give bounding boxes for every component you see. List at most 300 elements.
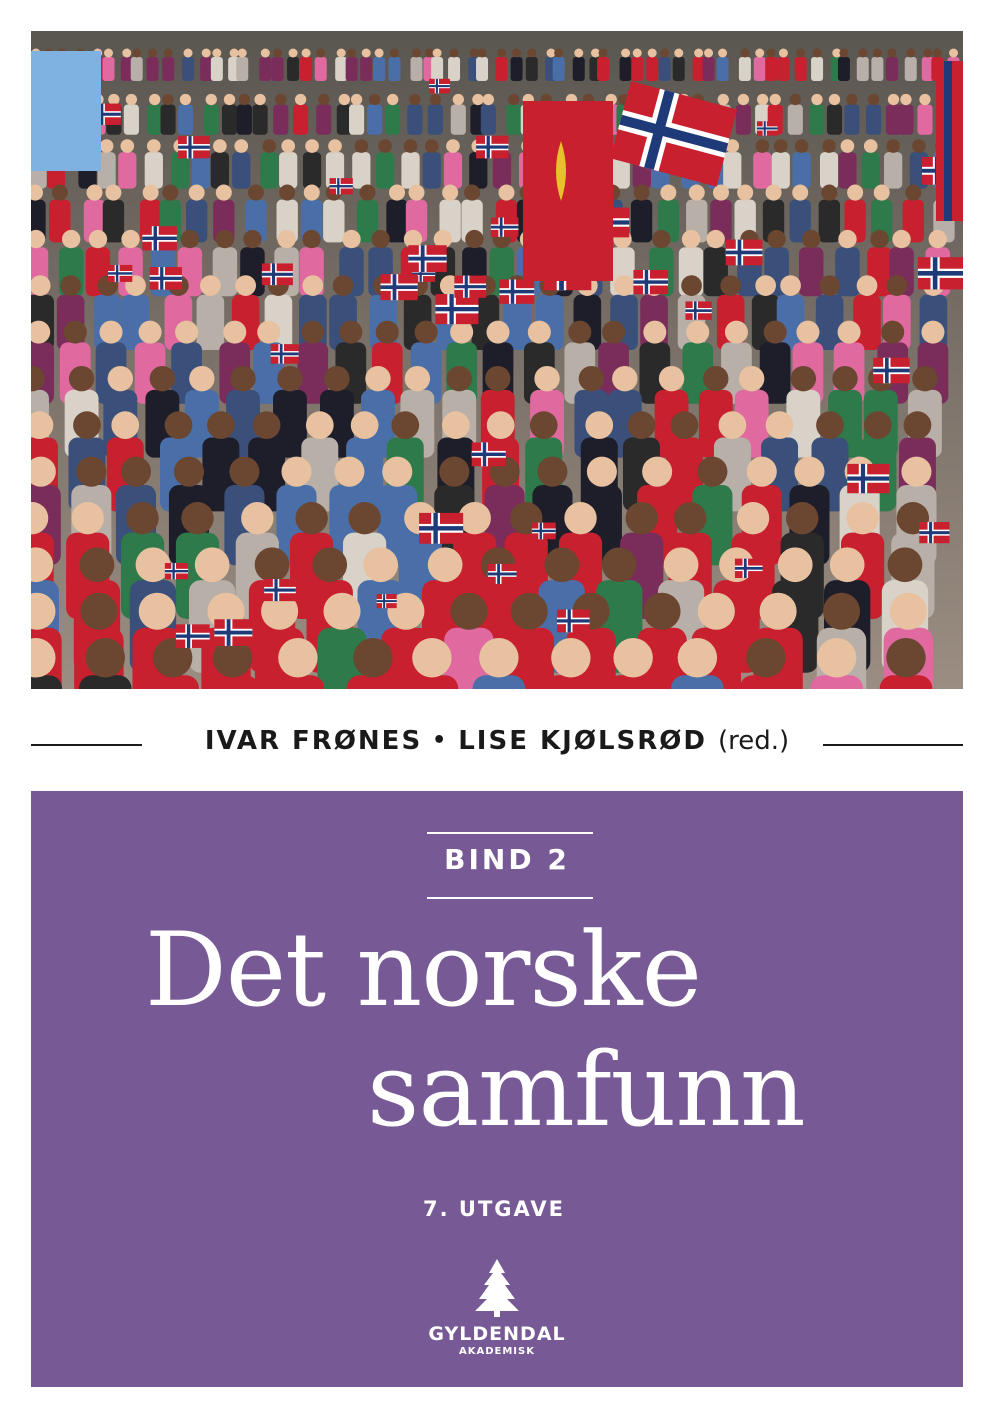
crowd-person-body <box>253 105 268 135</box>
crowd-person-head <box>698 593 735 630</box>
crowd-person-head <box>334 457 364 487</box>
crowd-person-head <box>347 49 356 58</box>
crowd-person-head <box>508 94 519 105</box>
crowd-person-head <box>339 321 362 344</box>
crowd-person-body <box>373 57 385 81</box>
crowd-person-head <box>389 185 405 201</box>
crowd-person-head <box>770 94 781 105</box>
crowd-person-head <box>371 230 389 248</box>
crowd-person-body <box>811 57 823 81</box>
crowd-person-head <box>339 94 350 105</box>
crowd-person-head <box>574 49 583 58</box>
crowd-person-body <box>360 57 372 81</box>
crowd-person-head <box>660 185 676 201</box>
crowd-person-body <box>316 105 331 135</box>
crowd-person-head <box>725 321 748 344</box>
crowd-person-head <box>689 185 705 201</box>
un-flag <box>31 51 101 171</box>
crowd-person-head <box>823 593 860 630</box>
author-name: LISE KJØLSRØD <box>458 726 707 756</box>
crowd-person-head <box>642 457 672 487</box>
crowd-person-head <box>912 366 937 391</box>
crowd-person-head <box>337 49 346 58</box>
small-norwegian-flag <box>557 610 590 633</box>
small-norwegian-flag <box>532 523 556 540</box>
crowd-person-head <box>886 139 900 153</box>
crowd-person-head <box>148 49 157 58</box>
crowd-person-body <box>754 57 766 81</box>
crowd-person-head <box>229 457 259 487</box>
crowd-person-head <box>874 185 890 201</box>
crowd-person-body <box>346 57 358 81</box>
crowd-person-head <box>634 185 650 201</box>
crowd-person-head <box>207 411 235 439</box>
crowd-person-body <box>723 152 741 188</box>
crowd-person-body <box>898 105 913 135</box>
crowd-person-head <box>312 547 347 582</box>
crowd-person-head <box>817 638 856 677</box>
crowd-person-head <box>99 321 122 344</box>
crowd-person-head <box>674 502 706 534</box>
crowd-person-head <box>602 547 637 582</box>
crowd-person-head <box>162 94 173 105</box>
crowd-person-body <box>597 57 609 81</box>
crowd-person-head <box>139 321 162 344</box>
small-norwegian-flag <box>165 563 188 579</box>
editor-note: (red.) <box>718 726 790 756</box>
crowd-person-body <box>451 105 466 135</box>
small-norwegian-flag <box>214 619 252 646</box>
crowd-person-body <box>736 105 751 135</box>
crowd-person-head <box>279 185 295 201</box>
cover-photo <box>31 31 963 689</box>
crowd-person-head <box>80 593 117 630</box>
crowd-person-head <box>409 185 425 201</box>
small-norwegian-flag <box>150 267 182 290</box>
spruce-tree-icon <box>469 1259 525 1317</box>
crowd-person-body <box>232 152 250 188</box>
crowd-person-head <box>718 94 729 105</box>
volume-rule-bottom <box>427 897 593 899</box>
crowd-person-body <box>838 152 856 188</box>
crowd-person-head <box>104 49 113 58</box>
crowd-person-head <box>579 366 604 391</box>
crowd-person-head <box>275 94 286 105</box>
crowd-person-body <box>124 105 139 135</box>
crowd-person-body <box>303 152 321 188</box>
crowd-person-body <box>182 57 194 81</box>
crowd-person-head <box>100 139 114 153</box>
crowd-person-body <box>211 152 229 188</box>
crowd-person-head <box>780 275 801 296</box>
crowd-person-body <box>857 57 869 81</box>
crowd-person-head <box>212 49 221 58</box>
crowd-person-head <box>472 94 483 105</box>
crowd-person-head <box>165 411 193 439</box>
crowd-person-head <box>295 502 327 534</box>
crowd-person-head <box>682 230 700 248</box>
crowd-person-head <box>767 230 785 248</box>
crowd-person-head <box>694 49 703 58</box>
crowd-person-head <box>52 185 68 201</box>
crowd-person-body <box>526 57 538 81</box>
crowd-person-body <box>444 152 462 188</box>
crowd-person-head <box>323 593 360 630</box>
crowd-person-head <box>929 230 947 248</box>
small-norwegian-flag <box>918 257 963 289</box>
crowd-person-head <box>224 94 235 105</box>
crowd-person-head <box>786 502 818 534</box>
crowd-person-head <box>904 411 932 439</box>
crowd-person-head <box>498 185 514 201</box>
crowd-person-head <box>846 502 878 534</box>
small-norwegian-flag <box>454 276 486 298</box>
crowd-person-head <box>241 502 273 534</box>
crowd-person-head <box>544 547 579 582</box>
crowd-person-body <box>476 57 488 81</box>
crowd-person-head <box>223 321 246 344</box>
crowd-person-head <box>648 49 657 58</box>
small-norwegian-flag <box>419 513 463 544</box>
crowd-person-body <box>178 105 193 135</box>
crowd-person-head <box>111 411 139 439</box>
crowd-person-head <box>737 502 769 534</box>
crowd-person-body <box>204 105 219 135</box>
crowd-person-head <box>464 185 480 201</box>
crowd-person-body <box>407 105 422 135</box>
crowd-person-head <box>551 638 590 677</box>
small-norwegian-flag <box>271 344 299 364</box>
crowd-person-head <box>354 139 368 153</box>
crowd-person-body <box>410 57 422 81</box>
crowd-person-head <box>887 275 908 296</box>
title-line-1: Det norske <box>145 911 701 1030</box>
crowd-person-body <box>553 57 565 81</box>
crowd-person-body <box>573 57 585 81</box>
crowd-person-head <box>755 275 776 296</box>
crowd-person-body <box>335 57 347 81</box>
crowd-person-head <box>302 49 311 58</box>
crowd-person-head <box>442 185 458 201</box>
crowd-person-body <box>820 152 838 188</box>
crowd-person-head <box>796 321 819 344</box>
crowd-person-head <box>281 139 295 153</box>
crowd-person-head <box>278 638 317 677</box>
crowd-person-head <box>121 457 151 487</box>
crowd-person-head <box>262 139 276 153</box>
crowd-person-head <box>362 49 371 58</box>
crowd-person-head <box>704 49 713 58</box>
crowd-person-head <box>643 321 666 344</box>
crowd-person-head <box>602 321 625 344</box>
small-norwegian-flag <box>264 579 296 601</box>
crowd-person-body <box>323 200 344 243</box>
crowd-person-head <box>671 411 699 439</box>
crowd-person-head <box>778 547 813 582</box>
crowd-person-head <box>568 321 591 344</box>
crowd-person-body <box>884 152 902 188</box>
crowd-person-body <box>448 57 460 81</box>
crowd-person-body <box>620 57 632 81</box>
crowd-person-head <box>60 275 81 296</box>
crowd-person-head <box>756 139 770 153</box>
crowd-person-body <box>772 152 790 188</box>
crowd-person-head <box>216 185 232 201</box>
crowd-person-head <box>351 94 362 105</box>
crowd-person-head <box>919 94 930 105</box>
crowd-person-head <box>69 366 94 391</box>
crowd-person-head <box>121 230 139 248</box>
crowd-person-head <box>838 230 856 248</box>
crowd-person-head <box>147 139 161 153</box>
crowd-person-head <box>425 139 439 153</box>
authors-row <box>31 722 963 768</box>
crowd-person-head <box>822 139 836 153</box>
crowd-person-body <box>631 57 643 81</box>
crowd-person-body <box>211 57 223 81</box>
crowd-person-head <box>277 366 302 391</box>
crowd-person-body <box>703 57 715 81</box>
crowd-person-body <box>765 57 777 81</box>
crowd-person-head <box>949 49 958 58</box>
crowd-person-body <box>646 57 658 81</box>
crowd-person-head <box>382 457 412 487</box>
small-norwegian-flag <box>633 270 668 294</box>
crowd-person-head <box>318 94 329 105</box>
crowd-person-head <box>87 185 103 201</box>
crowd-person-head <box>739 366 764 391</box>
title-line-2: samfunn <box>367 1031 805 1150</box>
crowd-person-body <box>871 57 883 81</box>
crowd-person-body <box>428 105 443 135</box>
crowd-person-head <box>257 321 280 344</box>
crowd-person-head <box>230 366 255 391</box>
crowd-person-body <box>809 105 824 135</box>
crowd-person-body <box>300 57 312 81</box>
crowd-person-body <box>423 152 441 188</box>
crowd-person-head <box>235 275 256 296</box>
crowd-person-head <box>857 275 878 296</box>
crowd-person-body <box>145 152 163 188</box>
crowd-person-head <box>681 275 702 296</box>
crowd-person-head <box>912 139 926 153</box>
crowd-person-head <box>126 94 137 105</box>
crowd-person-head <box>342 230 360 248</box>
crowd-person-body <box>777 57 789 81</box>
crowd-person-head <box>162 185 178 201</box>
crowd-person-head <box>126 502 158 534</box>
crowd-person-body <box>753 152 771 188</box>
crowd-person-body <box>273 105 288 135</box>
crowd-person-head <box>870 230 888 248</box>
crowd-person-head <box>184 49 193 58</box>
crowd-person-head <box>261 49 270 58</box>
crowd-person-head <box>846 94 857 105</box>
crowd-person-head <box>660 49 669 58</box>
crowd-person-head <box>527 49 536 58</box>
crowd-person-head <box>248 185 264 201</box>
crowd-person-head <box>189 366 214 391</box>
crowd-person-head <box>234 139 248 153</box>
crowd-person-head <box>453 94 464 105</box>
crowd-person-head <box>450 49 459 58</box>
crowd-person-head <box>324 366 349 391</box>
crowd-person-head <box>64 321 87 344</box>
crowd-person-head <box>633 49 642 58</box>
crowd-person-head <box>175 321 198 344</box>
crowd-person-head <box>713 185 729 201</box>
crowd-person-body <box>866 105 881 135</box>
crowd-person-body <box>886 57 898 81</box>
crowd-person-head <box>888 547 923 582</box>
crowd-person-body <box>103 57 115 81</box>
crowd-person-body <box>481 105 496 135</box>
crowd-person-head <box>483 94 494 105</box>
small-norwegian-flag <box>178 136 210 158</box>
crowd-person-head <box>819 275 840 296</box>
crowd-person-head <box>369 94 380 105</box>
crowd-person-body <box>147 105 162 135</box>
crowd-person-body <box>260 152 278 188</box>
crowd-person-head <box>779 49 788 58</box>
crowd-person-head <box>230 49 239 58</box>
crowd-person-head <box>243 230 261 248</box>
crowd-person-body <box>506 105 521 135</box>
crowd-person-head <box>829 94 840 105</box>
crowd-person-body <box>862 152 880 188</box>
crowd-person-head <box>530 411 558 439</box>
crowd-person-head <box>794 457 824 487</box>
crowd-person-head <box>921 321 944 344</box>
crowd-person-head <box>450 593 487 630</box>
crowd-person-head <box>643 593 680 630</box>
crowd-person-body <box>259 57 271 81</box>
crowd-person-head <box>892 230 910 248</box>
crowd-person-head <box>164 49 173 58</box>
crowd-person-head <box>202 49 211 58</box>
crowd-person-head <box>216 230 234 248</box>
crowd-person-head <box>864 139 878 153</box>
crowd-person-head <box>73 411 101 439</box>
small-norwegian-flag <box>330 178 353 194</box>
crowd-person-head <box>816 411 844 439</box>
crowd-person-head <box>686 321 709 344</box>
crowd-person-head <box>832 366 857 391</box>
small-norwegian-flag <box>381 274 418 300</box>
crowd-person-head <box>873 49 882 58</box>
crowd-person-head <box>703 366 728 391</box>
crowd-person-head <box>239 94 250 105</box>
crowd-person-head <box>465 230 483 248</box>
crowd-person-body <box>287 57 299 81</box>
small-norwegian-flag <box>873 358 909 384</box>
crowd-person-body <box>816 295 844 350</box>
crowd-person-head <box>839 49 848 58</box>
crowd-person-head <box>391 411 419 439</box>
crowd-illustration <box>31 31 963 689</box>
author-name: IVAR FRØNES <box>204 726 423 756</box>
crowd-person-head <box>150 366 175 391</box>
crowd-person-head <box>105 185 121 201</box>
small-norwegian-flag <box>408 245 446 272</box>
crowd-person-head <box>181 230 199 248</box>
crowd-person-head <box>376 321 399 344</box>
crowd-person-head <box>585 411 613 439</box>
crowd-person-head <box>446 139 460 153</box>
crowd-person-body <box>788 105 803 135</box>
crowd-person-head <box>868 94 879 105</box>
crowd-person-head <box>253 411 281 439</box>
crowd-person-body <box>799 247 823 296</box>
crowd-person-head <box>802 230 820 248</box>
small-norwegian-flag <box>377 594 397 608</box>
crowd-person-body <box>160 105 175 135</box>
crowd-person-body <box>659 57 671 81</box>
crowd-person-head <box>720 275 741 296</box>
crowd-person-head <box>277 230 295 248</box>
crowd-person-head <box>613 638 652 677</box>
crowd-person-head <box>348 502 380 534</box>
crowd-person-head <box>847 185 863 201</box>
book-title <box>145 911 905 1151</box>
crowd-person-body <box>631 200 652 243</box>
crowd-person-head <box>316 49 325 58</box>
crowd-person-head <box>206 94 217 105</box>
crowd-person-body <box>739 57 751 81</box>
crowd-person-head <box>149 94 160 105</box>
publisher-imprint: AKADEMISK <box>459 1346 535 1357</box>
crowd-person-head <box>838 321 861 344</box>
crowd-person-body <box>237 105 252 135</box>
crowd-person-head <box>718 49 727 58</box>
crowd-person-head <box>738 94 749 105</box>
crowd-person-head <box>906 49 915 58</box>
crowd-person-head <box>433 49 442 58</box>
crowd-person-head <box>774 139 788 153</box>
crowd-person-head <box>254 94 265 105</box>
crowd-person-head <box>255 547 290 582</box>
crowd-person-body <box>819 200 840 243</box>
crowd-person-head <box>238 49 247 58</box>
crowd-person-head <box>415 321 438 344</box>
crowd-person-head <box>564 502 596 534</box>
crowd-person-head <box>306 411 334 439</box>
crowd-person-head <box>305 139 319 153</box>
crowd-person-head <box>80 547 115 582</box>
crowd-person-head <box>864 411 892 439</box>
small-norwegian-flag <box>735 559 763 578</box>
crowd-person-head <box>621 49 630 58</box>
crowd-person-body <box>162 57 174 81</box>
crowd-person-head <box>821 185 837 201</box>
crowd-person-head <box>497 49 506 58</box>
small-norwegian-flag <box>847 464 889 493</box>
small-norwegian-flag <box>919 522 949 543</box>
crowd-person-head <box>213 139 227 153</box>
crowd-person-head <box>120 139 134 153</box>
crowd-person-head <box>139 593 176 630</box>
crowd-person-head <box>360 185 376 201</box>
crowd-person-head <box>412 49 421 58</box>
small-norwegian-flag <box>488 564 517 584</box>
crowd-person-head <box>767 49 776 58</box>
crowd-person-body <box>293 105 308 135</box>
small-norwegian-flag <box>685 301 711 319</box>
crowd-person-head <box>791 366 816 391</box>
crowd-person-body <box>717 57 729 81</box>
crowd-person-body <box>200 57 212 81</box>
crowd-person-head <box>747 457 777 487</box>
